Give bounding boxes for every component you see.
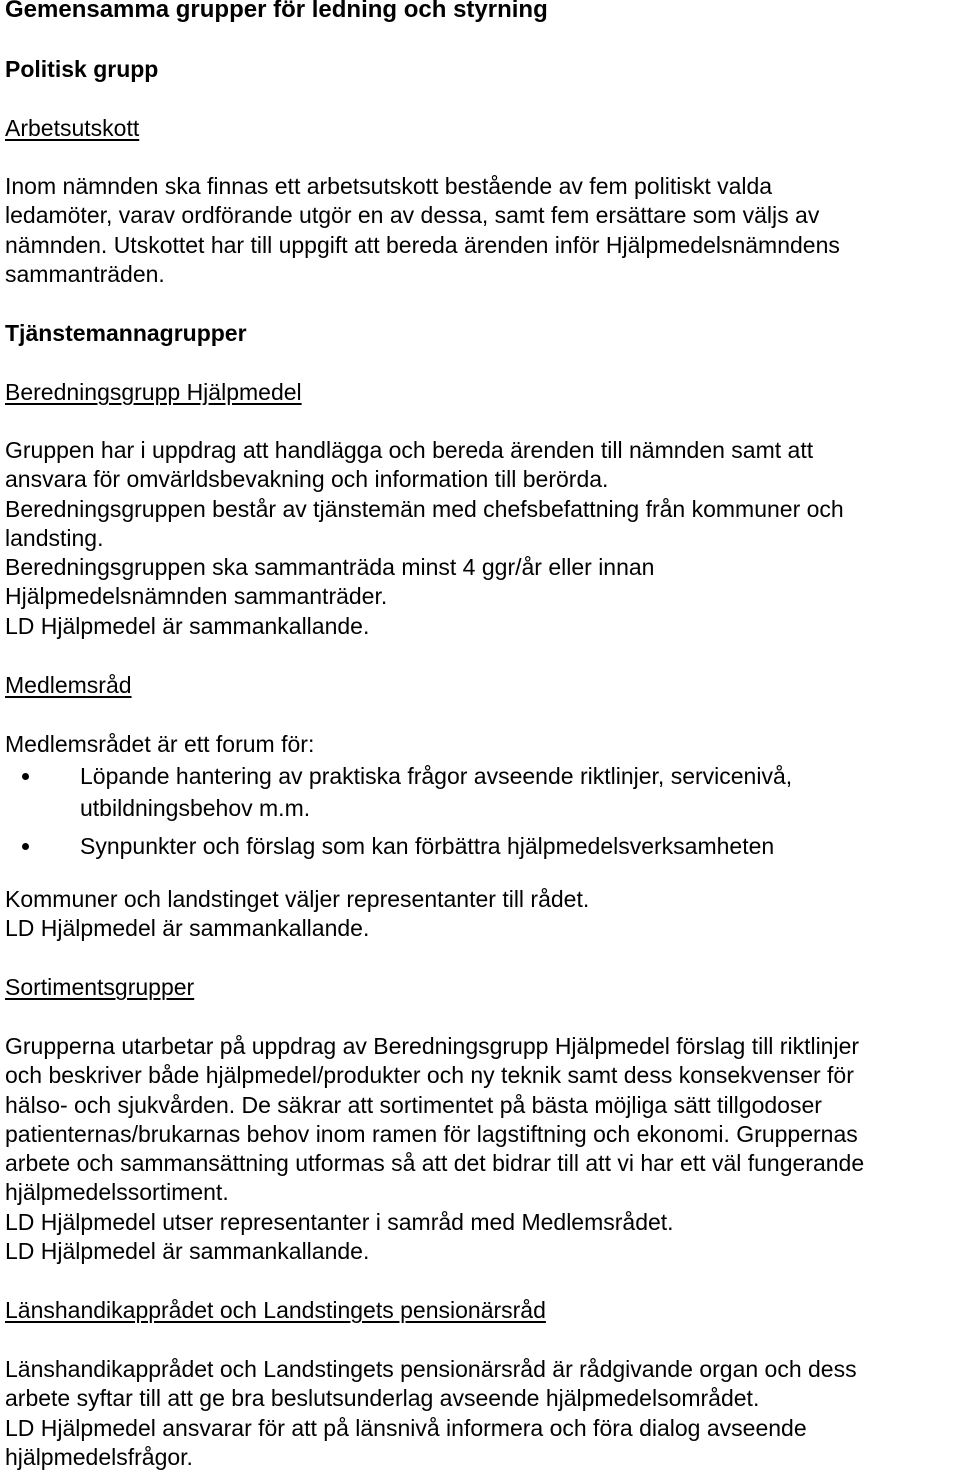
text-line: hjälpmedelssortiment. <box>5 1179 229 1206</box>
section-heading-tjanstemannagrupper: Tjänstemannagrupper <box>5 320 247 346</box>
subheading-sortimentsgrupper: Sortimentsgrupper <box>5 974 195 1000</box>
bullet-icon <box>22 843 29 850</box>
paragraph-arbetsutskott <box>5 172 960 289</box>
text-line: Löpande hantering av praktiska frågor avseende riktlinjer, servicenivå, <box>80 763 793 789</box>
paragraph-beredningsgrupp <box>5 436 960 641</box>
text-line: arbete och sammansättning utformas så att det bidrar till att vi har ett väl fungerande <box>5 1150 865 1177</box>
text-line: ledamöter, varav ordförande utgör en av dessa, samt fem ersättare som väljs av <box>5 202 820 229</box>
text-line: utbildningsbehov m.m. <box>80 795 311 821</box>
medlemsrad-bullet-list <box>5 760 957 862</box>
paragraph-medlemsrad-after <box>5 885 960 944</box>
text-line: patienternas/brukarnas behov inom ramen för lagstiftning och ekonomi. Gruppernas <box>5 1120 858 1147</box>
text-line: Grupperna utarbetar på uppdrag av Beredningsgrupp Hjälpmedel förslag till riktlinjer <box>5 1033 860 1059</box>
text-line: Kommuner och landstinget väljer representanter till rådet. <box>5 886 590 912</box>
text-line: nämnden. Utskottet har till uppgift att bereda ärenden inför Hjälpmedelsnämndens <box>5 231 840 258</box>
text-line: arbete syftar till att ge bra beslutsunderlag avseende hjälpmedelsområdet. <box>5 1385 760 1412</box>
subheading-lanshandikapp: Länshandikapprådet och Landstingets pensionärsråd <box>5 1297 546 1323</box>
list-item <box>5 830 957 862</box>
text-line: Medlemsrådet är ett forum för: <box>5 731 315 757</box>
text-line: Synpunkter och förslag som kan förbättra hjälpmedelsverksamheten <box>80 833 775 859</box>
paragraph-medlemsrad-intro <box>5 730 960 759</box>
text-line: LD Hjälpmedel utser representanter i samråd med Medlemsrådet. <box>5 1208 674 1235</box>
text-line: ansvara för omvärldsbevakning och information till berörda. <box>5 466 609 493</box>
subheading-beredningsgrupp: Beredningsgrupp Hjälpmedel <box>5 379 302 405</box>
text-line: och beskriver både hjälpmedel/produkter och ny teknik samt dess konsekvenser för <box>5 1062 854 1089</box>
text-line: Gruppen har i uppdrag att handlägga och bereda ärenden till nämnden samt att <box>5 437 814 463</box>
text-line: hälso- och sjukvården. De säkrar att sortimentet på bästa möjliga sätt tillgodoser <box>5 1091 822 1118</box>
bullet-icon <box>22 773 29 780</box>
paragraph-lanshandikapp <box>5 1355 960 1472</box>
text-line: landsting. <box>5 524 104 551</box>
text-line: Hjälpmedelsnämnden sammanträder. <box>5 583 388 610</box>
subheading-arbetsutskott: Arbetsutskott <box>5 115 140 141</box>
text-line: Beredningsgruppen ska sammanträda minst 4 ggr/år eller innan <box>5 554 655 581</box>
text-line: LD Hjälpmedel är sammankallande. <box>5 1238 370 1265</box>
text-line: Beredningsgruppen består av tjänstemän med chefsbefattning från kommuner och <box>5 495 844 522</box>
text-line: Inom nämnden ska finnas ett arbetsutskott bestående av fem politiskt valda <box>5 173 773 199</box>
text-line: Länshandikapprådet och Landstingets pensionärsråd är rådgivande organ och dess <box>5 1356 857 1382</box>
list-item <box>5 760 957 824</box>
section-heading-politisk-grupp: Politisk grupp <box>5 56 159 82</box>
document-title: Gemensamma grupper för ledning och styrning <box>5 0 548 23</box>
paragraph-sortimentsgrupper <box>5 1032 960 1266</box>
subheading-medlemsrad: Medlemsråd <box>5 672 132 698</box>
text-line: LD Hjälpmedel är sammankallande. <box>5 915 370 942</box>
text-line: LD Hjälpmedel är sammankallande. <box>5 612 370 639</box>
text-line: hjälpmedelsfrågor. <box>5 1443 193 1470</box>
text-line: LD Hjälpmedel ansvarar för att på länsnivå informera och föra dialog avseende <box>5 1414 807 1441</box>
text-line: sammanträden. <box>5 260 165 287</box>
